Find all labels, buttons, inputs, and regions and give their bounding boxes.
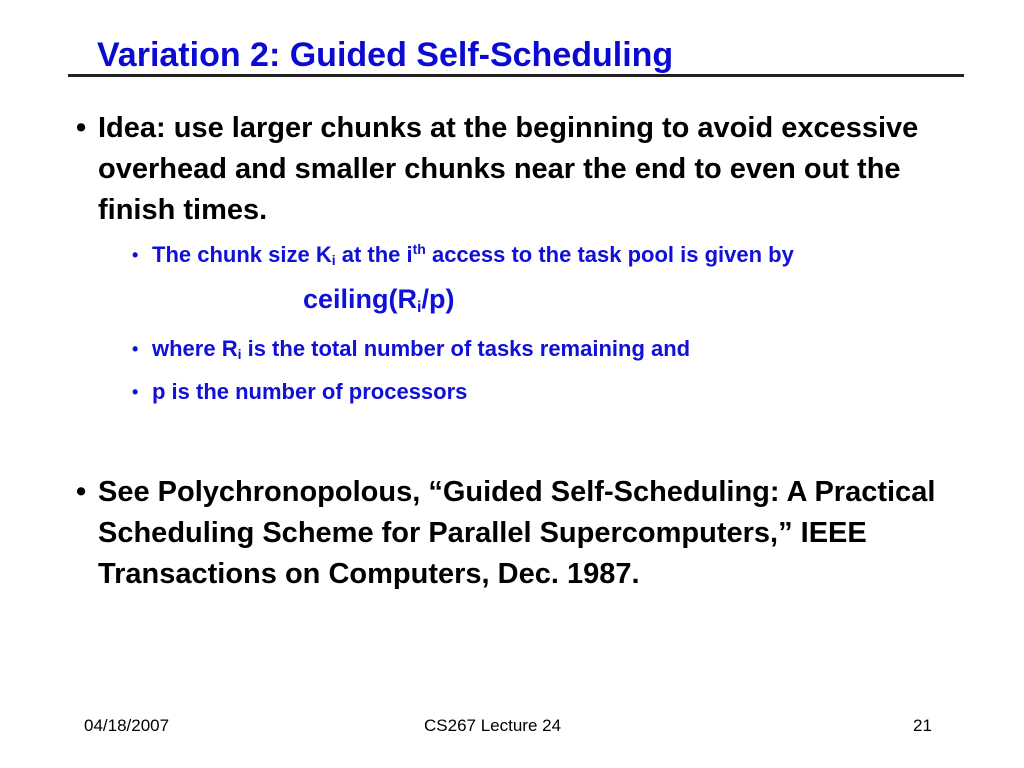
chunk-size-text-1: The chunk size K <box>152 242 332 267</box>
sub-bullet-marker: • <box>132 245 139 265</box>
footer-page-number: 21 <box>913 716 932 735</box>
sub-bullet-where <box>132 334 691 364</box>
title-underline <box>68 74 964 77</box>
chunk-size-text-3: access to the task pool is given by <box>425 242 794 267</box>
sub-bullet-processors <box>132 377 468 407</box>
bullet-marker: • <box>76 112 87 144</box>
formula-text-2: /p) <box>421 284 455 314</box>
footer-course: CS267 Lecture 24 <box>424 716 562 735</box>
formula-text-1: ceiling(R <box>303 284 418 314</box>
bullet-reference <box>76 472 978 595</box>
chunk-size-text-2: at the i <box>335 242 413 267</box>
formula <box>303 284 454 315</box>
chunk-size-superscript: th <box>412 241 426 257</box>
reference-text: See Polychronopolous, “Guided Self-Scheduling: A Practical Scheduling Scheme for Parallel Supercomputers,” IEEE Transactions on Computers, Dec. 1987. <box>98 476 936 590</box>
where-subscript: i <box>237 346 242 362</box>
bullet-idea-text: Idea: use larger chunks at the beginning to avoid excessive overhead and smaller chunks near the end to even out the finish times. <box>98 112 919 226</box>
formula-subscript: i <box>417 299 422 316</box>
where-text-2: is the total number of tasks remaining and <box>241 336 691 361</box>
processors-text: p is the number of processors <box>152 379 468 404</box>
footer-date: 04/18/2007 <box>84 716 170 735</box>
bullet-marker: • <box>76 476 87 508</box>
sub-bullet-chunk-size <box>132 240 794 270</box>
bullet-idea <box>76 108 978 231</box>
chunk-size-subscript: i <box>331 252 336 268</box>
sub-bullet-marker: • <box>132 339 139 359</box>
where-text-1: where R <box>152 336 238 361</box>
slide-title: Variation 2: Guided Self-Scheduling <box>97 36 674 74</box>
sub-bullet-marker: • <box>132 382 139 402</box>
